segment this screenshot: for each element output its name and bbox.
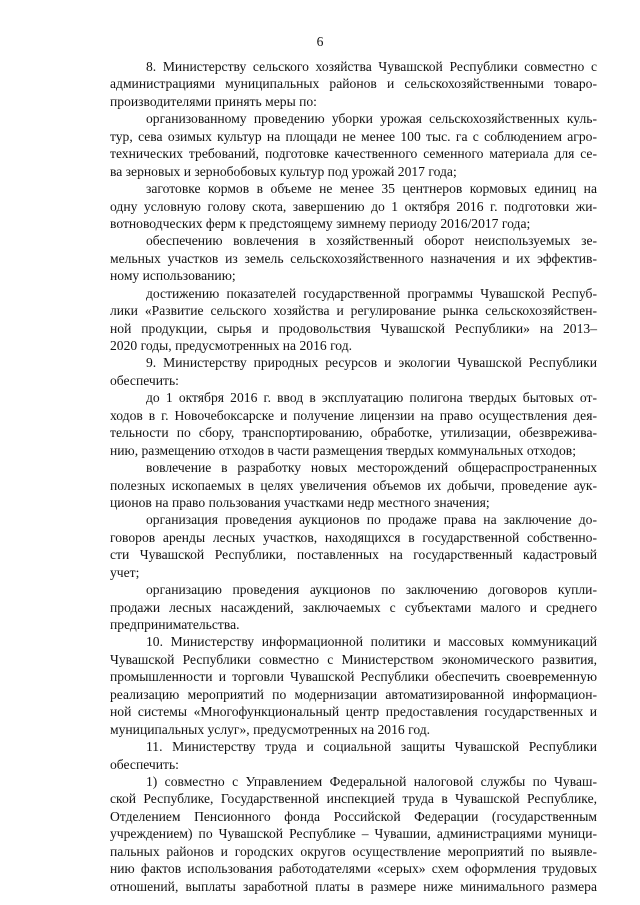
text-line: 8. Министерству сельского хозяйства Чувашской Республики совместно с — [146, 59, 597, 74]
text-line: 10. Министерству информационной политики и массовых коммуникаций — [146, 634, 597, 650]
text-line: продажи лесных насаждений, заключаемых с субъектами малого и среднего — [110, 599, 597, 615]
text-line: ной продукции, сырья и продовольствия Чувашской Республики» на 2013– — [110, 320, 597, 336]
text-line: вовлечение в разработку новых месторождений общераспространенных — [146, 460, 597, 476]
text-line: лики «Развитие сельского хозяйства и регулирование рынка сельскохозяйствен- — [110, 303, 597, 319]
text-line: муниципальных услуг», предусмотренных на 2016 год. — [110, 721, 431, 737]
text-line: 11. Министерству труда и социальной защиты Чувашской Республики — [146, 739, 597, 755]
text-line: заготовке кормов в объеме не менее 35 центнеров кормовых единиц на — [146, 181, 597, 197]
text-line: достижению показателей государственной программы Чувашской Респуб- — [146, 285, 597, 301]
text-line: 1) совместно с Управлением Федеральной налоговой службы по Чуваш- — [146, 773, 597, 789]
text-line: производителями принять меры по: — [110, 93, 317, 109]
text-line: до 1 октября 2016 г. ввод в эксплуатацию полигона твердых бытовых от- — [146, 390, 597, 406]
text-line: ва зерновых и зернобобовых культур под урожай 2017 года; — [110, 163, 457, 179]
text-line: организация проведения аукционов по продаже права на заключение до- — [146, 512, 597, 528]
text-line: предпринимательства. — [110, 617, 240, 632]
text-line: Отделением Пенсионного фонда Российской Федерации (государственным — [110, 808, 597, 824]
text-line: одну условную голову скота, завершению до 1 октября 2016 г. подготовки жи- — [110, 198, 597, 214]
page-number: 6 — [316, 34, 324, 49]
text-line: 2020 годы, предусмотренных на 2016 год. — [110, 338, 353, 353]
text-line: 9. Министерству природных ресурсов и экологии Чувашской Республики — [146, 355, 597, 371]
text-line: организованному проведению уборки урожая сельскохозяйственных куль- — [146, 111, 597, 127]
text-line: мельных участков из земель сельскохозяйственного назначения и их эффектив- — [110, 250, 597, 266]
text-line: обеспечить: — [110, 372, 179, 388]
text-line: администрациями муниципальных районов и сельскохозяйственными товаро- — [110, 76, 597, 92]
text-line: пальных районов и городских округов осуществление мероприятий по выявле- — [110, 843, 597, 859]
text-line: обеспечить: — [110, 756, 179, 772]
text-line: ходов в г. Новочебоксарске и получение лицензии на право осуществления дея- — [110, 407, 597, 423]
text-line: говоров аренды лесных участков, находящихся в государственной собственно- — [110, 529, 597, 545]
text-line: тур, сева озимых культур на площади не менее 100 тыс. га с соблюдением агро- — [110, 128, 597, 144]
text-line: ционов на право пользования участками недр местного значения; — [110, 494, 490, 510]
text-line: нию, размещению отходов в части размещения твердых коммунальных отходов; — [110, 442, 576, 458]
text-line: технических требований, подготовке качественного семенного материала для се- — [110, 146, 597, 162]
text-line: нию фактов использования работодателями «серых» схем оформления трудовых — [110, 861, 597, 877]
text-line: учреждением) по Чувашской Республике – Чувашии, администрациями муници- — [110, 826, 597, 842]
text-line: Чувашской Республики совместно с Министерством экономического развития, — [110, 651, 597, 667]
text-line: обеспечению вовлечения в хозяйственный оборот неиспользуемых зе- — [146, 233, 597, 249]
text-line: организацию проведения аукционов по заключению договоров купли- — [146, 582, 597, 598]
text-line: тельности по сбору, транспортированию, обработке, утилизации, обезврежива- — [110, 425, 597, 441]
text-line: вотноводческих ферм к предстоящему зимнему периоду 2016/2017 года; — [110, 215, 531, 231]
text-line: сти Чувашской Республики, поставленных на государственный кадастровый — [110, 547, 597, 563]
text-line: промышленности и торговли Чувашской Республики обеспечить своевременную — [110, 669, 597, 685]
text-line: полезных ископаемых в целях увеличения объемов их добычи, проведение аук- — [110, 477, 597, 493]
text-line: реализацию мероприятий по модернизации автоматизированной информацион- — [110, 686, 597, 702]
text-line: ному использованию; — [110, 268, 236, 284]
text-line: отношений, выплаты заработной платы в размере ниже минимального размера — [110, 878, 597, 894]
text-line: учет; — [110, 564, 140, 580]
document-body — [110, 58, 597, 895]
text-line: ской Республике, Государственной инспекцией труда в Чувашской Республике, — [110, 791, 597, 807]
text-line: ной системы «Многофункциональный центр предоставления государственных и — [110, 704, 597, 720]
